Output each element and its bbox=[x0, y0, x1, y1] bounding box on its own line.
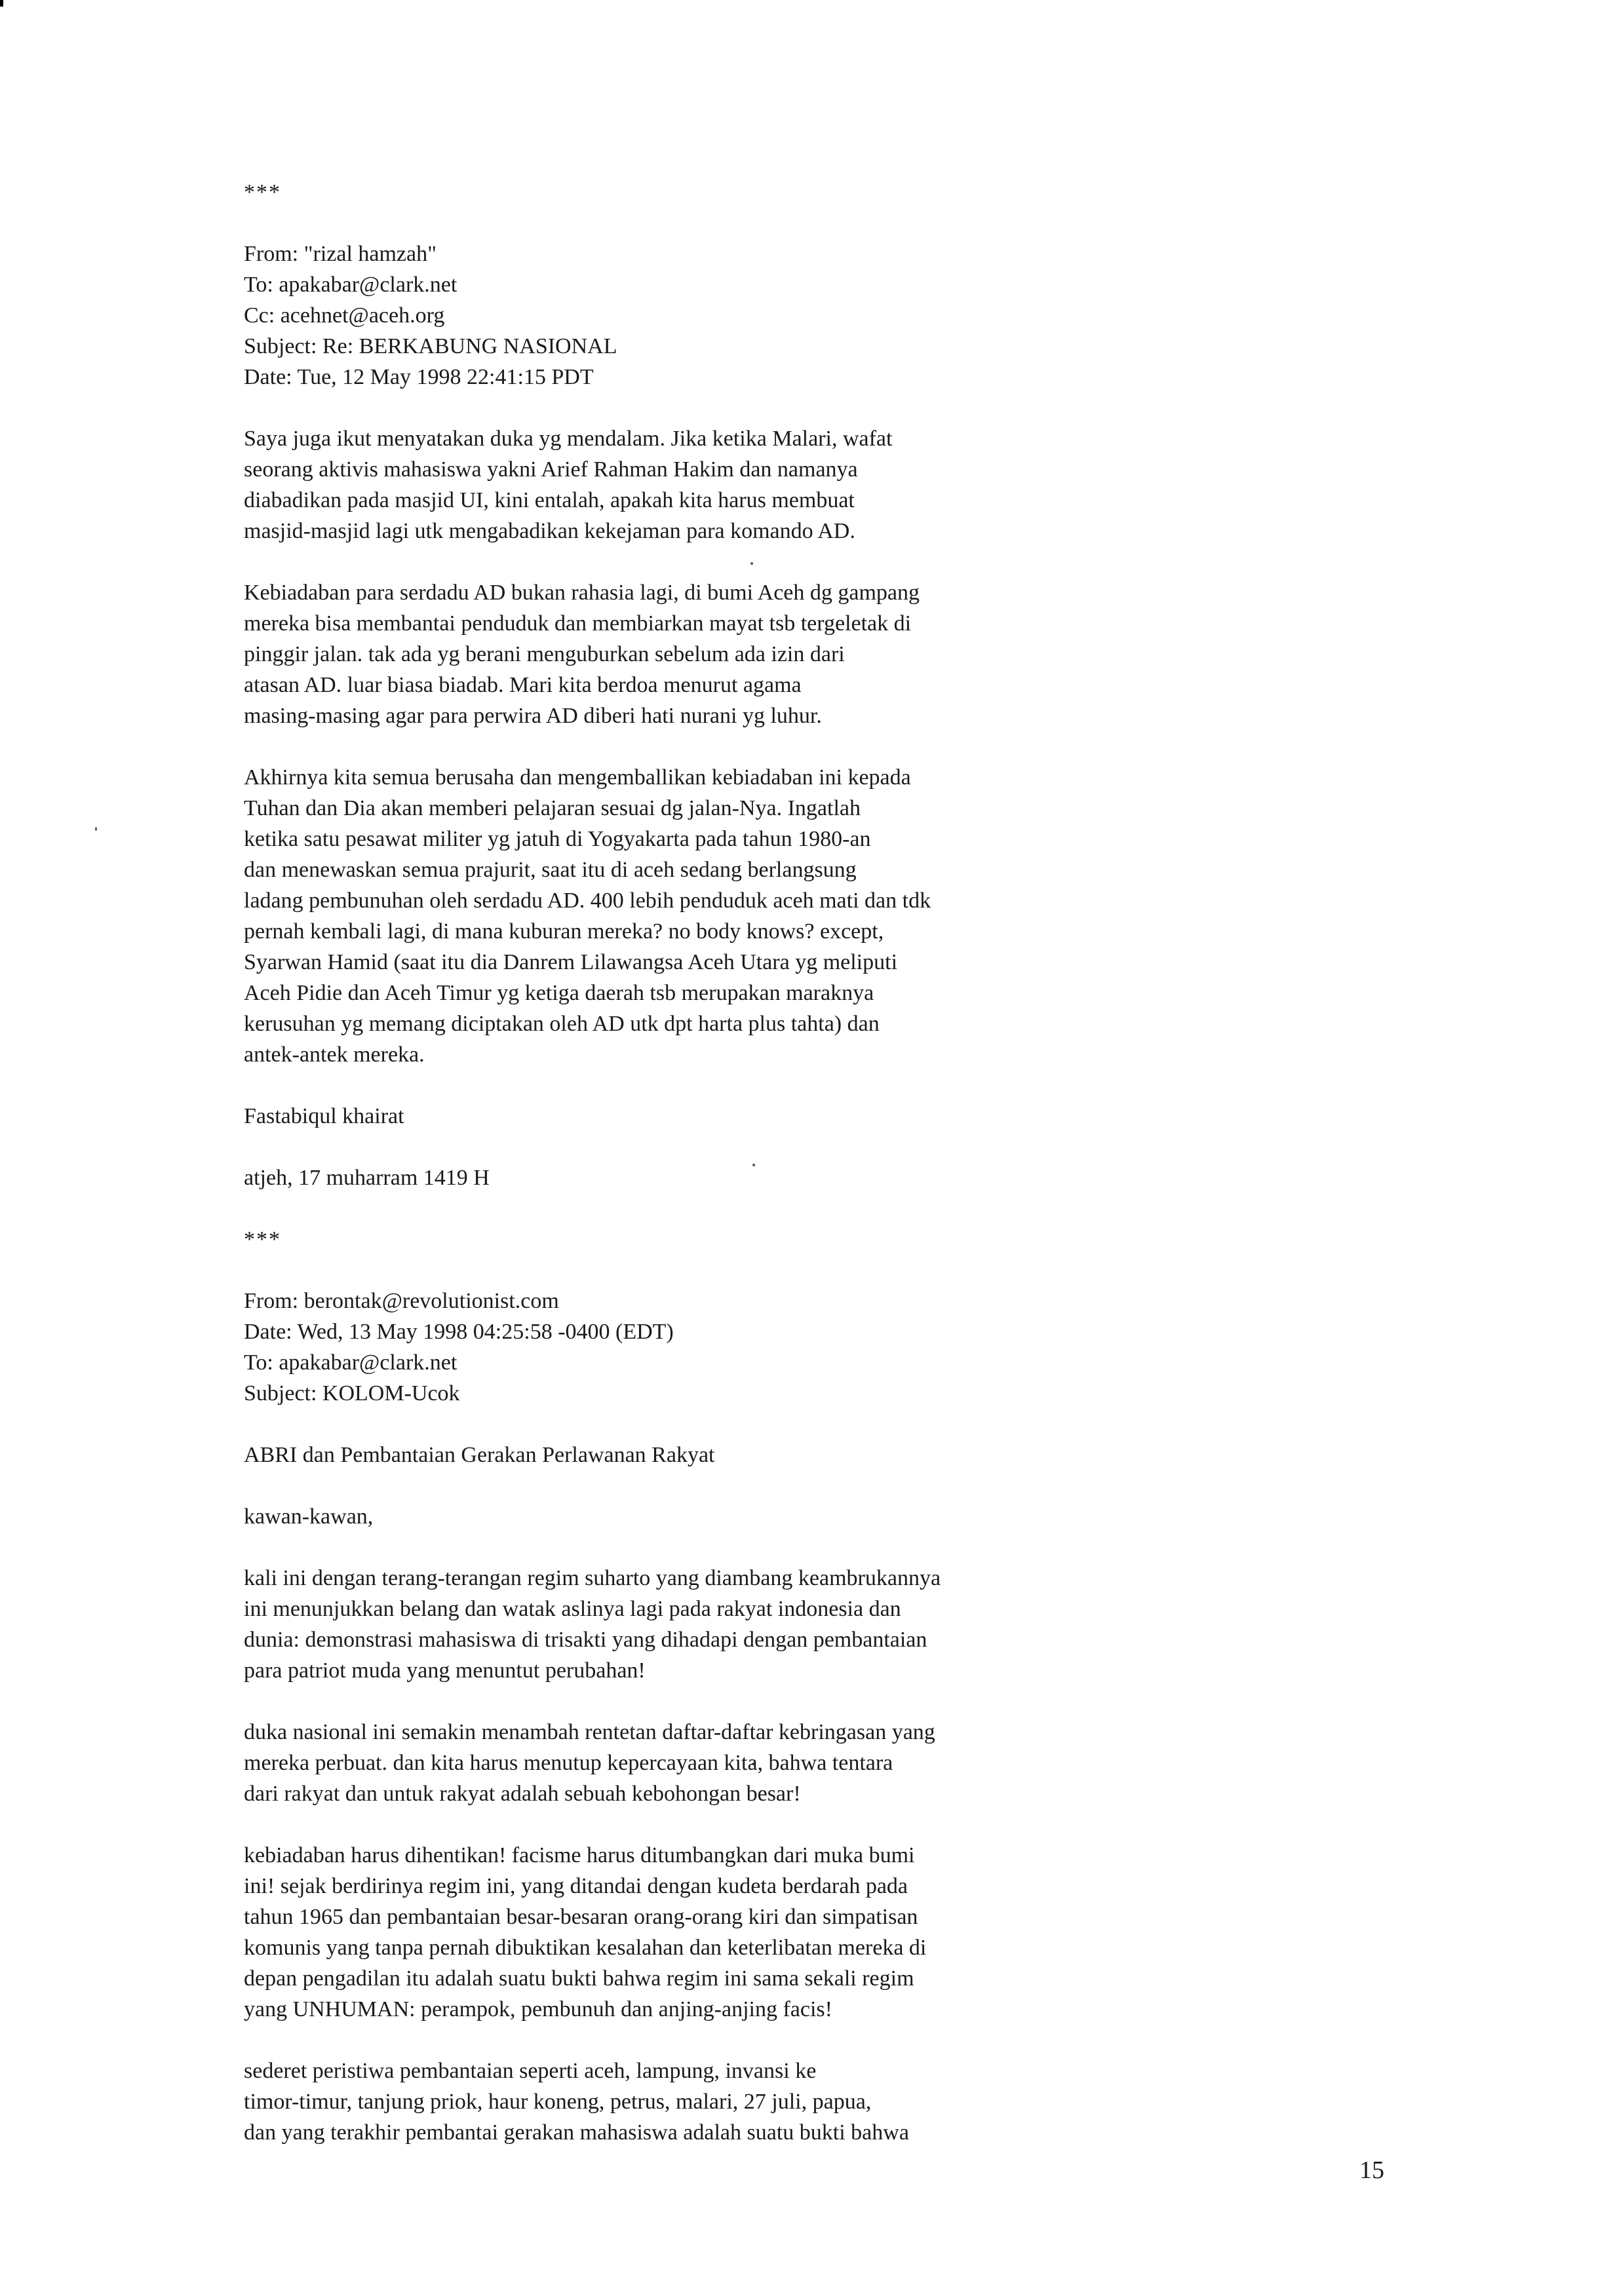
body-line: pernah kembali lagi, di mana kuburan mereka? no body knows? except, bbox=[244, 919, 884, 944]
email-headers bbox=[244, 1286, 1384, 1409]
body-line: Tuhan dan Dia akan memberi pelajaran sesuai dg jalan-Nya. Ingatlah bbox=[244, 796, 861, 820]
body-line: dari rakyat dan untuk rakyat adalah sebuah kebohongan besar! bbox=[244, 1782, 801, 1806]
email-header-line: Subject: KOLOM-Ucok bbox=[244, 1381, 460, 1406]
body-line: depan pengadilan itu adalah suatu bukti bahwa regim ini sama sekali regim bbox=[244, 1966, 914, 1991]
body-line: ladang pembunuhan oleh serdadu AD. 400 lebih penduduk aceh mati dan tdk bbox=[244, 889, 931, 913]
body-line: ini menunjukkan belang dan watak aslinya lagi pada rakyat indonesia dan bbox=[244, 1597, 901, 1621]
email-header-line: Date: Tue, 12 May 1998 22:41:15 PDT bbox=[244, 365, 594, 389]
body-line: yang UNHUMAN: perampok, pembunuh dan anjing-anjing facis! bbox=[244, 1997, 832, 2021]
body-paragraph bbox=[244, 762, 1384, 1070]
body-line: Aceh Pidie dan Aceh Timur yg ketiga daerah tsb merupakan maraknya bbox=[244, 981, 874, 1005]
email-header-line: Subject: Re: BERKABUNG NASIONAL bbox=[244, 334, 617, 358]
body-line: komunis yang tanpa pernah dibuktikan kesalahan dan keterlibatan mereka di bbox=[244, 1936, 927, 1960]
body-line: kawan-kawan, bbox=[244, 1504, 374, 1529]
body-line: seorang aktivis mahasiswa yakni Arief Rahman Hakim dan namanya bbox=[244, 457, 858, 482]
body-line: kerusuhan yg memang diciptakan oleh AD utk dpt harta plus tahta) dan bbox=[244, 1012, 880, 1036]
body-paragraph bbox=[244, 1840, 1384, 2025]
body-line: atjeh, 17 muharram 1419 H bbox=[244, 1166, 490, 1190]
body-line: para patriot muda yang menuntut perubahan! bbox=[244, 1658, 646, 1683]
body-line: Saya juga ikut menyatakan duka yg mendalam. Jika ketika Malari, wafat bbox=[244, 427, 893, 451]
body-line: duka nasional ini semakin menambah rentetan daftar-daftar kebringasan yang bbox=[244, 1720, 935, 1744]
body-paragraph bbox=[244, 1501, 1384, 1532]
separator-stars: *** bbox=[244, 1227, 281, 1252]
email-headers bbox=[244, 239, 1384, 392]
body-line: mereka bisa membantai penduduk dan membiarkan mayat tsb tergeletak di bbox=[244, 611, 912, 636]
body-line: tahun 1965 dan pembantaian besar-besaran orang-orang kiri dan simpatisan bbox=[244, 1905, 918, 1929]
body-paragraph bbox=[244, 1563, 1384, 1686]
email-header-line: To: apakabar@clark.net bbox=[244, 1350, 457, 1375]
body-line: Kebiadaban para serdadu AD bukan rahasia lagi, di bumi Aceh dg gampang bbox=[244, 581, 920, 605]
body-paragraph bbox=[244, 1717, 1384, 1809]
body-line: masing-masing agar para perwira AD diberi hati nurani yg luhur. bbox=[244, 704, 822, 728]
separator-stars: *** bbox=[244, 180, 281, 204]
body-line: ABRI dan Pembantaian Gerakan Perlawanan Rakyat bbox=[244, 1443, 715, 1467]
body-line: dunia: demonstrasi mahasiswa di trisakti yang dihadapi dengan pembantaian bbox=[244, 1628, 927, 1652]
body-line: kebiadaban harus dihentikan! facisme harus ditumbangkan dari muka bumi bbox=[244, 1843, 915, 1867]
email-2-content bbox=[244, 1224, 1384, 2148]
body-line: masjid-masjid lagi utk mengabadikan kekejaman para komando AD. bbox=[244, 519, 855, 543]
body-line: diabadikan pada masjid UI, kini entalah, apakah kita harus membuat bbox=[244, 488, 855, 512]
body-line: sederet peristiwa pembantaian seperti aceh, lampung, invansi ke bbox=[244, 2059, 817, 2083]
body-paragraph bbox=[244, 2056, 1384, 2148]
body-line: mereka perbuat. dan kita harus menutup kepercayaan kita, bahwa tentara bbox=[244, 1751, 893, 1775]
email-header-line: Cc: acehnet@aceh.org bbox=[244, 303, 445, 328]
body-paragraph bbox=[244, 1162, 1384, 1193]
email-2 bbox=[244, 1224, 1384, 2148]
body-line: Akhirnya kita semua berusaha dan mengemballikan kebiadaban ini kepada bbox=[244, 765, 911, 790]
body-line: Fastabiqul khairat bbox=[244, 1104, 404, 1128]
body-line: ketika satu pesawat militer yg jatuh di Yogyakarta pada tahun 1980-an bbox=[244, 827, 871, 851]
body-line: dan yang terakhir pembantai gerakan mahasiswa adalah suatu bukti bahwa bbox=[244, 2120, 909, 2145]
body-line: antek-antek mereka. bbox=[244, 1043, 425, 1067]
body-paragraph bbox=[244, 423, 1384, 546]
body-line: dan menewaskan semua prajurit, saat itu di aceh sedang berlangsung bbox=[244, 858, 857, 882]
email-1 bbox=[244, 177, 1384, 1193]
body-line: Syarwan Hamid (saat itu dia Danrem Lilawangsa Aceh Utara yg meliputi bbox=[244, 950, 898, 974]
body-line: timor-timur, tanjung priok, haur koneng, petrus, malari, 27 juli, papua, bbox=[244, 2090, 872, 2114]
body-line: pinggir jalan. tak ada yg berani menguburkan sebelum ada izin dari bbox=[244, 642, 845, 666]
body-line: atasan AD. luar biasa biadab. Mari kita berdoa menurut agama bbox=[244, 673, 802, 697]
scan-edge-mark bbox=[0, 0, 3, 7]
email-header-line: To: apakabar@clark.net bbox=[244, 273, 457, 297]
email-header-line: From: "rizal hamzah" bbox=[244, 242, 437, 266]
document-body bbox=[244, 177, 1384, 2179]
body-paragraph bbox=[244, 577, 1384, 731]
page-number: 15 bbox=[1359, 2156, 1384, 2184]
body-paragraph bbox=[244, 1101, 1384, 1132]
body-line: kali ini dengan terang-terangan regim suharto yang diambang keambrukannya bbox=[244, 1566, 941, 1590]
email-header-line: Date: Wed, 13 May 1998 04:25:58 -0400 (EDT) bbox=[244, 1320, 674, 1344]
body-paragraph bbox=[244, 1440, 1384, 1470]
scan-speck bbox=[95, 827, 97, 831]
body-line: ini! sejak berdirinya regim ini, yang ditandai dengan kudeta berdarah pada bbox=[244, 1874, 908, 1898]
email-header-line: From: berontak@revolutionist.com bbox=[244, 1289, 559, 1313]
email-1-content bbox=[244, 177, 1384, 1193]
